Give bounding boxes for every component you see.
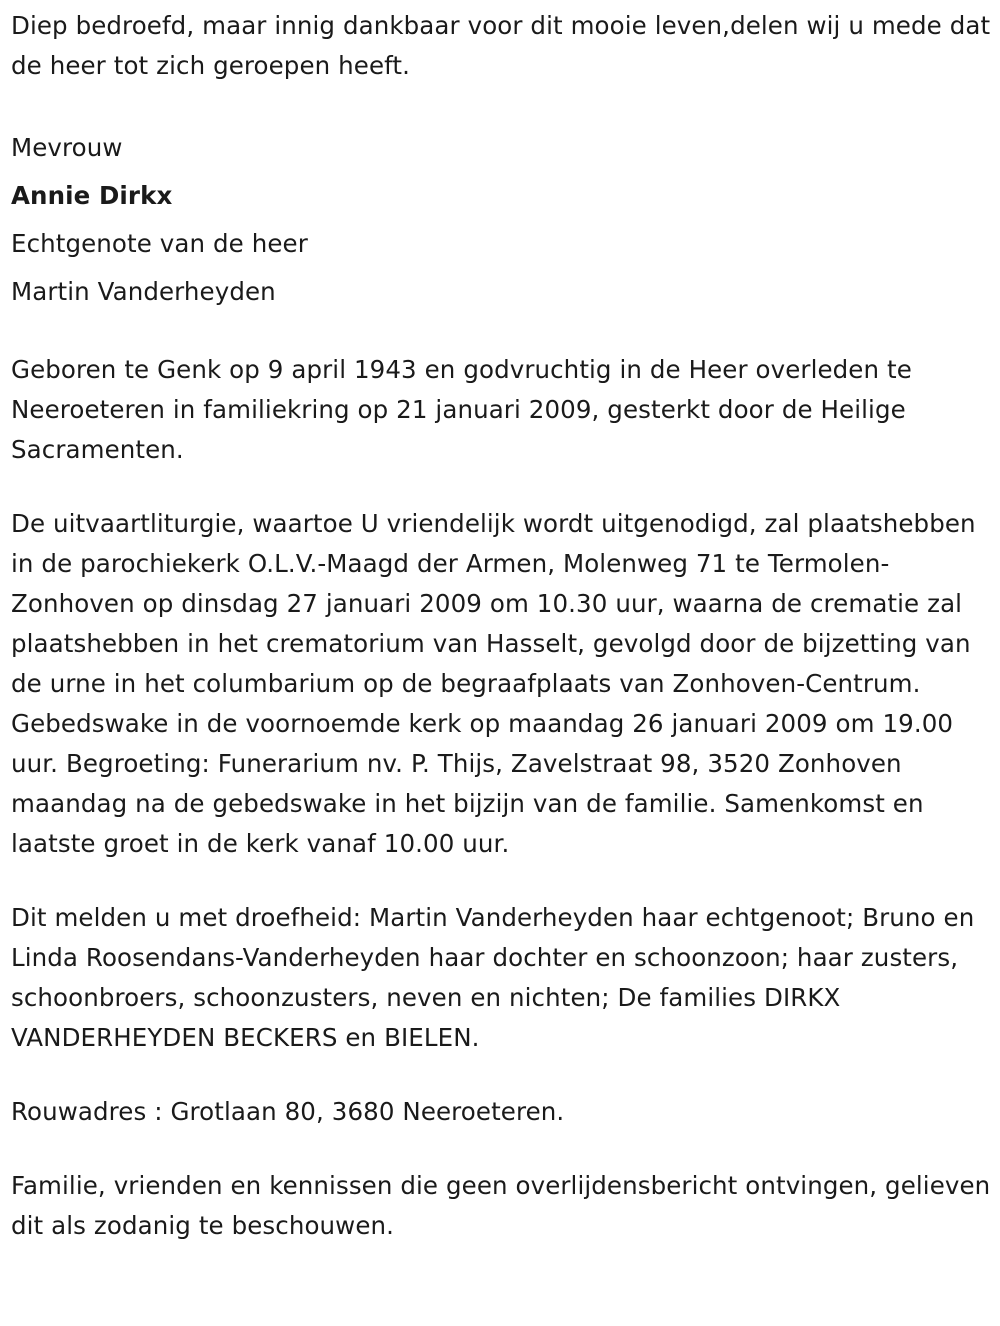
ceremony-paragraph: De uitvaartliturgie, waartoe U vriendelijk wordt uitgenodigd, zal plaatshebben in de parochiekerk O.L.V.-Maagd der Armen, Molenweg 71 te Termolen-Zonhoven op dinsdag 27 januari 2009 om 10.30 uur, waarna de crematie zal plaatshebben in het crematorium van Hasselt, gevolgd door de bijzetting van de urne in het columbarium op de begraafplaats van Zonhoven-Centrum. Gebedswake in de voornoemde kerk op maandag 26 januari 2009 om 19.00 uur. Begroeting: Funerarium nv. P. Thijs, Zavelstraat 98, 3520 Zonhoven maandag na de gebedswake in het bijzijn van de familie. Samenkomst en laatste groet in de kerk vanaf 10.00 uur. <box>11 509 976 858</box>
address-line: Rouwadres : Grotlaan 80, 3680 Neeroeteren. <box>11 1097 565 1126</box>
salutation: Mevrouw <box>11 133 123 162</box>
birth-death-paragraph: Geboren te Genk op 9 april 1943 en godvruchtig in de Heer overleden te Neeroeteren in familiekring op 21 januari 2009, gesterkt door de Heilige Sacramenten. <box>11 355 912 464</box>
closing-paragraph: Familie, vrienden en kennissen die geen overlijdensbericht ontvingen, gelieven dit als zodanig te beschouwen. <box>11 1171 991 1240</box>
relation-line: Echtgenote van de heer <box>11 229 308 258</box>
spouse-name: Martin Vanderheyden <box>11 277 276 306</box>
intro-paragraph: Diep bedroefd, maar innig dankbaar voor dit mooie leven,delen wij u mede dat de heer tot zich geroepen heeft. <box>11 11 991 80</box>
deceased-name: Annie Dirkx <box>11 181 173 210</box>
obituary-document <box>11 6 993 1246</box>
announcement-paragraph: Dit melden u met droefheid: Martin Vanderheyden haar echtgenoot; Bruno en Linda Roosendans-Vanderheyden haar dochter en schoonzoon; haar zusters, schoonbroers, schoonzusters, neven en nichten; De families DIRKX VANDERHEYDEN BECKERS en BIELEN. <box>11 903 975 1052</box>
